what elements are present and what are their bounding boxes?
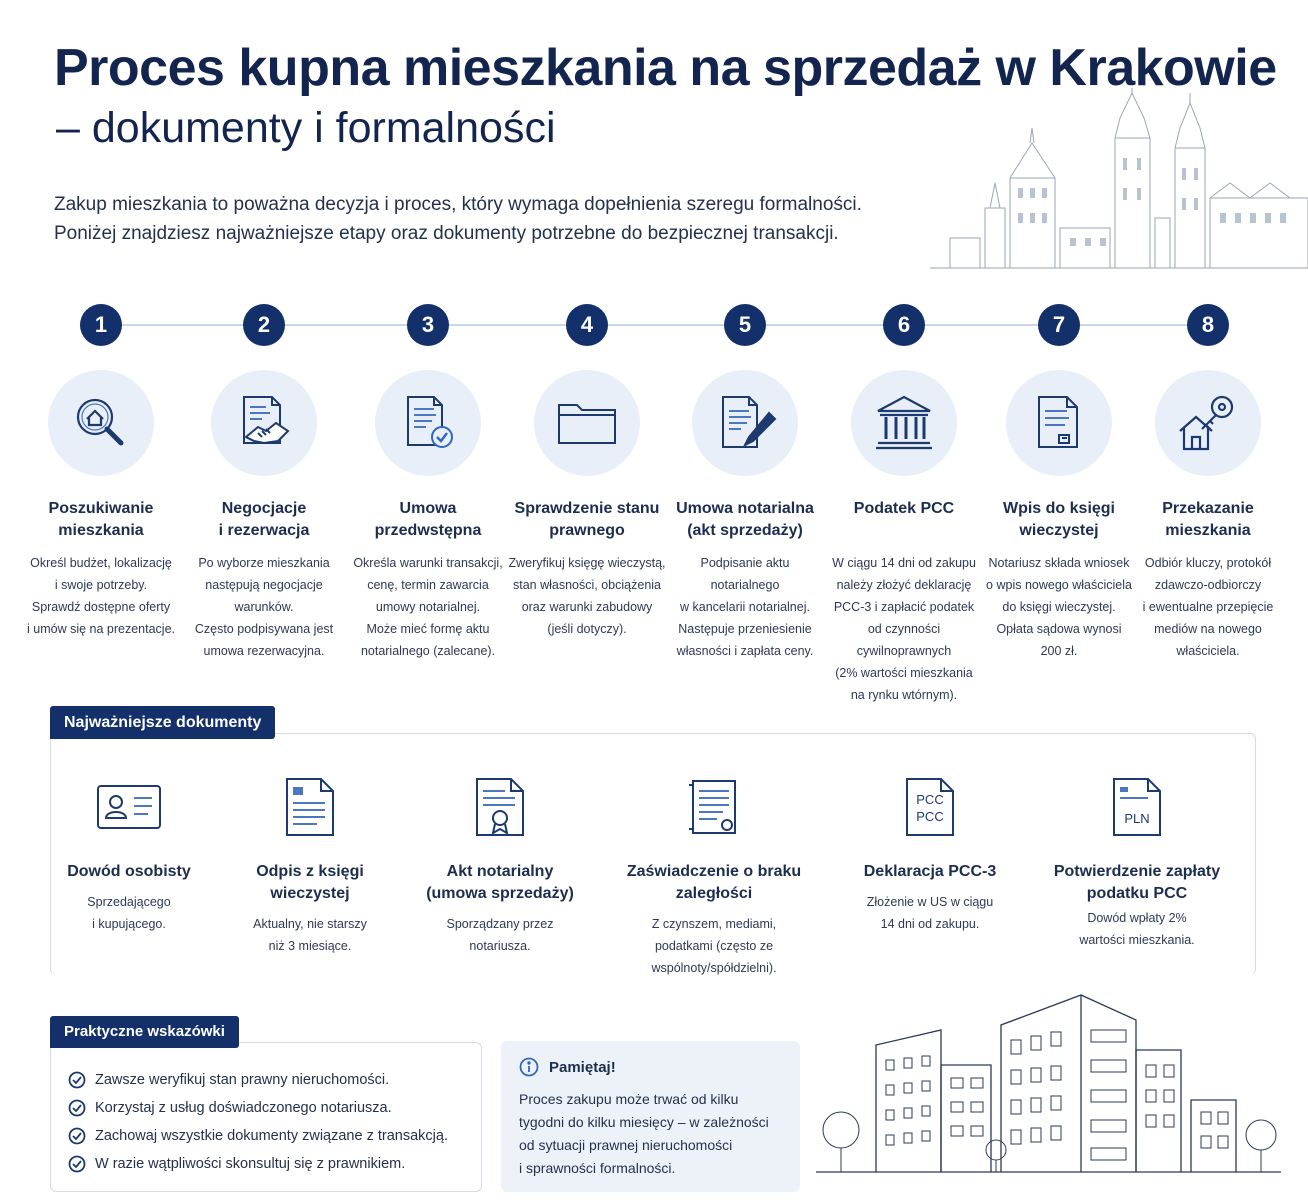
house-search-icon — [48, 370, 154, 476]
step-title: Umowa przedwstępna — [374, 500, 482, 539]
document-item — [614, 775, 814, 979]
page-subtitle: – dokumenty i formalności — [56, 104, 556, 152]
step-description: Podpisanie aktu notarialnego w kancelarii notarialnej. Następuje przeniesienie własności i zapłata ceny. — [676, 556, 814, 658]
house-key-icon — [1155, 370, 1261, 476]
document-title: Odpis z księgi wieczystej — [256, 863, 364, 902]
page-title: Proces kupna mieszkania na sprzedaż w Krakowie — [54, 39, 1277, 97]
step-number: 8 — [1187, 304, 1229, 346]
step-description: Określ budżet, lokalizację i swoje potrzeby. Sprawdź dostępne oferty i umów się na prezentacje. — [27, 556, 175, 636]
step-3 — [348, 304, 508, 662]
land-register-document-icon — [1006, 370, 1112, 476]
step-number: 4 — [566, 304, 608, 346]
step-6 — [824, 304, 984, 706]
step-title: Umowa notarialna (akt sprzedaży) — [676, 500, 814, 539]
step-description: Zweryfikuj księgę wieczystą, stan własności, obciążenia oraz warunki zabudowy (jeśli dotyczy). — [508, 556, 666, 636]
step-title: Negocjacje i rezerwacja — [218, 500, 310, 539]
step-1 — [21, 304, 181, 640]
svg-text:PCC: PCC — [916, 792, 944, 807]
check-circle-icon — [68, 1155, 86, 1173]
document-description: Aktualny, nie starszy niż 3 miesiące. — [253, 917, 367, 953]
document-description: Złożenie w US w ciągu 14 dni od zakupu. — [866, 895, 994, 931]
svg-text:PCC: PCC — [916, 809, 944, 824]
check-circle-icon — [68, 1127, 86, 1145]
step-8 — [1128, 304, 1288, 662]
intro-text — [54, 190, 862, 248]
svg-text:PLN: PLN — [1124, 811, 1150, 826]
intro-line: Poniżej znajdziesz najważniejsze etapy oraz dokumenty potrzebne do bezpiecznej transakcji. — [54, 223, 839, 244]
tip-item: Zachowaj wszystkie dokumenty związane z transakcją. — [68, 1122, 448, 1150]
step-title: Poszukiwanie mieszkania — [48, 500, 154, 539]
step-number: 5 — [724, 304, 766, 346]
tip-item: Korzystaj z usług doświadczonego notariusza. — [68, 1094, 448, 1122]
document-pen-icon — [692, 370, 798, 476]
documents-heading: Najważniejsze dokumenty — [50, 706, 275, 739]
krakow-skyline-illustration — [930, 88, 1308, 278]
intro-line: Zakup mieszkania to poważna decyzja i proces, który wymaga dopełnienia szeregu formalności. — [54, 194, 862, 215]
step-title: Sprawdzenie stanu prawnego — [514, 500, 660, 539]
remember-text: Proces zakupu może trwać od kilku tygodni do kilku miesięcy – w zależności od sytuacji prawnej nieruchomości i sprawności formalności. — [519, 1091, 769, 1176]
step-number: 2 — [243, 304, 285, 346]
document-title: Dowód osobisty — [67, 863, 191, 880]
notarial-deed-icon — [400, 775, 600, 839]
document-description: Z czynszem, mediami, podatkami (często ze wspólnoty/spółdzielni). — [651, 917, 777, 975]
handshake-document-icon — [211, 370, 317, 476]
step-description: Odbiór kluczy, protokół zdawczo-odbiorczy i ewentualne przepięcie mediów na nowego właściciela. — [1142, 556, 1274, 658]
apartment-buildings-illustration — [816, 990, 1286, 1180]
land-register-icon — [210, 775, 410, 839]
step-title: Przekazanie mieszkania — [1162, 500, 1254, 539]
step-number: 6 — [883, 304, 925, 346]
id-card-icon — [29, 775, 229, 839]
document-item — [29, 775, 229, 935]
pcc-declaration-icon — [830, 775, 1030, 839]
step-number: 1 — [80, 304, 122, 346]
step-description: Określa warunki transakcji, cenę, termin zawarcia umowy notarialnej. Może mieć formę aktu notarialnego (zalecane). — [353, 556, 503, 658]
folder-icon — [534, 370, 640, 476]
check-circle-icon — [68, 1099, 86, 1117]
tips-list — [68, 1066, 448, 1178]
remember-box — [501, 1041, 800, 1192]
step-7 — [979, 304, 1139, 662]
document-description: Sporządzany przez notariusza. — [446, 917, 554, 953]
certificate-icon — [614, 775, 814, 839]
document-check-icon — [375, 370, 481, 476]
step-title: Wpis do księgi wieczystej — [1002, 500, 1115, 539]
step-description: Notariusz składa wniosek o wpis nowego właściciela do księgi wieczystej. Opłata sądowa wynosi 200 zł. — [986, 556, 1132, 658]
step-5 — [665, 304, 825, 662]
step-description: W ciągu 14 dni od zakupu należy złożyć deklarację PCC-3 i zapłacić podatek od czynności cywilnoprawnych (2% wartości mieszkania na rynku wtórnym). — [832, 556, 976, 702]
document-item — [210, 775, 410, 957]
info-icon — [519, 1057, 539, 1077]
step-title: Podatek PCC — [853, 500, 955, 517]
remember-heading: Pamiętaj! — [519, 1057, 616, 1077]
step-number: 3 — [407, 304, 449, 346]
tips-heading: Praktyczne wskazówki — [50, 1016, 239, 1048]
step-description: Po wyborze mieszkania następują negocjacje warunków. Często podpisywana jest umowa rezerwacyjna. — [194, 556, 334, 658]
document-description: Sprzedającego i kupującego. — [87, 895, 171, 931]
document-description: Dowód wpłaty 2% wartości mieszkania. — [1079, 911, 1195, 947]
pln-payment-icon — [1037, 775, 1237, 839]
tip-item: Zawsze weryfikuj stan prawny nieruchomości. — [68, 1066, 448, 1094]
document-item — [1037, 775, 1237, 951]
step-2 — [184, 304, 344, 662]
step-number: 7 — [1038, 304, 1080, 346]
document-title: Deklaracja PCC-3 — [863, 863, 997, 880]
check-circle-icon — [68, 1071, 86, 1089]
document-title: Zaświadczenie o braku zaległości — [626, 863, 802, 902]
tip-item: W razie wątpliwości skonsultuj się z prawnikiem. — [68, 1150, 448, 1178]
document-item — [830, 775, 1030, 935]
document-title: Akt notarialny (umowa sprzedaży) — [426, 863, 574, 902]
document-item — [400, 775, 600, 957]
document-title: Potwierdzenie zapłaty podatku PCC — [1053, 863, 1221, 902]
bank-building-icon — [851, 370, 957, 476]
step-4 — [507, 304, 667, 640]
